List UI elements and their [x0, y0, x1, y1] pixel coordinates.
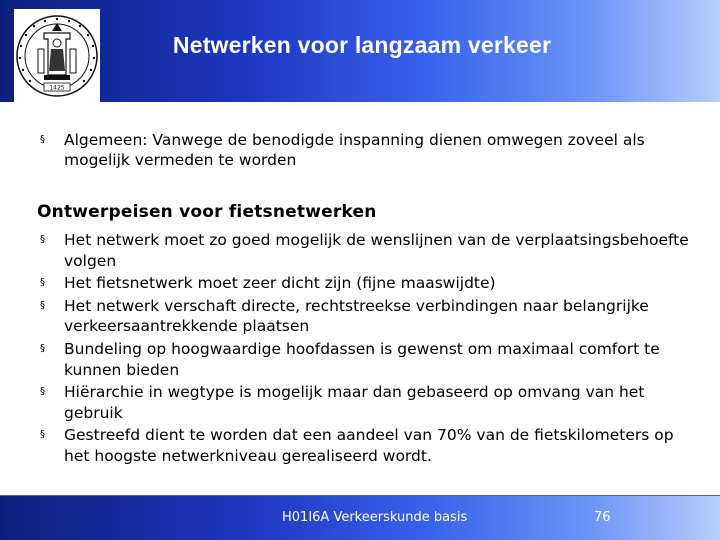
intro-block: [40, 130, 700, 170]
list-item: [40, 339, 700, 380]
footer-band: [0, 496, 720, 540]
page-number: 76: [594, 510, 611, 525]
bullet-icon: §: [40, 234, 45, 245]
list-item: [40, 230, 700, 271]
list-item-text: Hiërarchie in wegtype is mogelijk maar dan gebaseerd op omvang van het gebruik: [64, 383, 645, 422]
requirements-list: [40, 230, 700, 469]
section-title: Ontwerpeisen voor fietsnetwerken: [37, 202, 377, 222]
footer-course-label: H01I6A Verkeerskunde basis: [282, 510, 468, 525]
bullet-icon: §: [40, 299, 45, 311]
list-item-text: Het fietsnetwerk moet zeer dicht zijn (fijne maaswijdte): [64, 274, 496, 293]
page-title: Netwerken voor langzaam verkeer: [172, 32, 552, 58]
university-seal-icon: [14, 9, 100, 103]
list-item-text: Het netwerk moet zo goed mogelijk de wenslijnen van de verplaatsingsbehoefte volgen: [64, 231, 689, 270]
header-band: [0, 0, 720, 102]
list-item: [40, 382, 700, 423]
list-item: [40, 273, 700, 294]
list-item-text: Het netwerk verschaft directe, rechtstreekse verbindingen naar belangrijke verkeersaantrekkende plaatsen: [64, 296, 649, 336]
list-item: [40, 296, 700, 337]
list-item: [40, 425, 700, 466]
list-item-text: Bundeling op hoogwaardige hoofdassen is gewenst om maximaal comfort te kunnen bieden: [64, 339, 660, 379]
bullet-icon: §: [40, 277, 45, 289]
list-item-text: Gestreefd dient te worden dat een aandeel van 70% van de fietskilometers op het hoogste netwerkniveau gerealiseerd wordt.: [64, 426, 674, 465]
svg-text:1425: 1425: [49, 84, 65, 92]
bullet-icon: §: [40, 429, 45, 441]
bullet-icon: §: [40, 134, 45, 145]
bullet-icon: §: [40, 386, 45, 398]
bullet-icon: §: [40, 342, 45, 354]
intro-text: Algemeen: Vanwege de benodigde inspanning dienen omwegen zoveel als mogelijk vermeden te worden: [64, 131, 645, 169]
intro-item: [40, 130, 700, 170]
